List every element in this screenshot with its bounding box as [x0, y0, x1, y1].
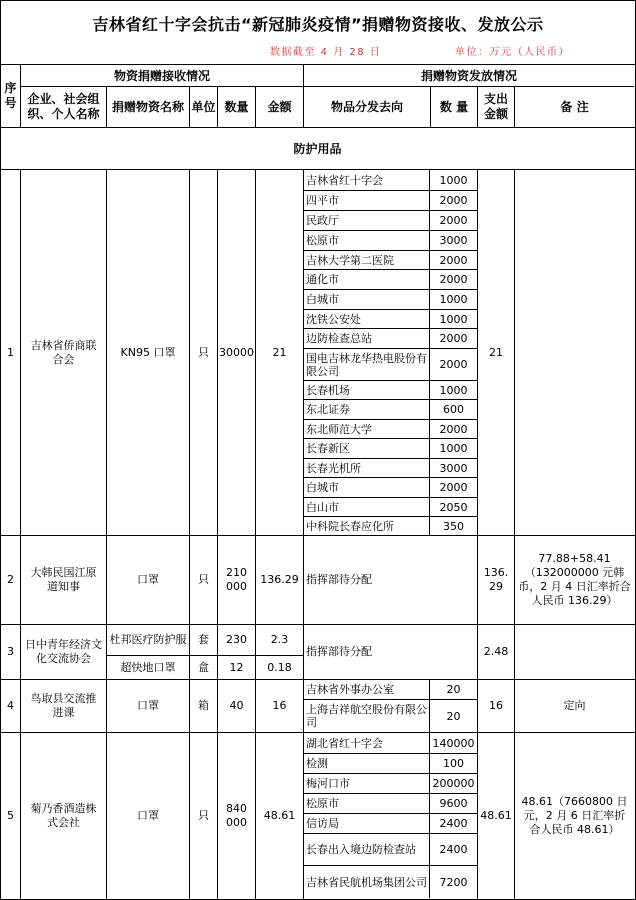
distribution-item [303, 477, 477, 497]
row-unit: 盒 [198, 660, 209, 674]
dist-name: 长春光机所 [303, 459, 430, 477]
row-expense: 136.29 [483, 566, 509, 593]
dist-qty: 3000 [439, 234, 468, 247]
dist-qty: 1000 [439, 383, 468, 397]
row-item: 超快地口罩 [120, 660, 176, 674]
dist-qty: 7200 [439, 875, 468, 889]
distribution-item [303, 833, 477, 865]
row-amount: 48.61 [263, 808, 296, 822]
dist-qty: 2000 [439, 332, 468, 345]
row-unit: 只 [198, 808, 209, 822]
dist-name: 民政厅 [303, 211, 430, 230]
distribution-item [303, 438, 477, 458]
header-seq: 序号 [4, 81, 17, 110]
row-dest: 指挥部待分配 [306, 645, 372, 658]
distribution-item [303, 865, 477, 898]
dist-name: 长春机场 [303, 381, 430, 399]
row-amount: 136.29 [260, 573, 299, 586]
row-donor: 日中青年经济文化交流协会 [25, 638, 102, 665]
distribution-item [303, 813, 477, 833]
header-expense: 支出金额 [484, 92, 509, 121]
dist-name: 湖北省红十字会 [303, 733, 430, 753]
distribution-list [303, 680, 477, 732]
dist-name: 长春新区 [303, 439, 430, 458]
row-amount: 2.3 [270, 633, 289, 646]
dist-qty: 100 [443, 757, 464, 770]
dist-qty: 2000 [439, 422, 468, 436]
row-donor: 鸟取县交流推进课 [30, 692, 97, 719]
distribution-item [303, 289, 477, 309]
dist-name: 通化市 [303, 270, 430, 289]
row-remark: 77.88+58.41（132000000 元韩币，2 月 4 日汇率折合人民币 136.29） [518, 552, 631, 607]
dist-qty: 2000 [439, 358, 468, 371]
dist-name: 沈铁公安处 [303, 310, 430, 328]
row-seq: 5 [7, 808, 14, 822]
dist-qty: 2050 [439, 500, 468, 514]
distribution-item [303, 170, 477, 190]
row-amount: 0.18 [267, 660, 292, 674]
distribution-item [303, 328, 477, 348]
dist-qty: 2400 [439, 843, 468, 856]
row-unit: 只 [198, 573, 209, 586]
row-donor: 吉林省侨商联合会 [30, 338, 97, 366]
row-expense: 2.48 [483, 645, 509, 658]
row-item: 杜邦医疗防护服 [109, 633, 187, 646]
dist-qty: 350 [443, 519, 464, 533]
header-remark: 备 注 [560, 100, 589, 114]
dist-qty: 1000 [439, 312, 468, 326]
dist-qty: 1000 [439, 442, 468, 455]
row-donor: 菊乃香酒造株式会社 [30, 801, 97, 829]
distribution-item [303, 419, 477, 438]
distribution-item [303, 269, 477, 289]
row-amount: 16 [272, 699, 287, 712]
row-expense: 21 [489, 345, 503, 359]
row-dest: 指挥部待分配 [306, 573, 372, 586]
distribution-item [303, 733, 477, 753]
dist-name: 吉林省红十字会 [303, 170, 430, 190]
dist-qty: 2400 [439, 817, 468, 830]
dist-name: 吉林大学第二医院 [303, 251, 430, 269]
dist-qty: 2000 [439, 214, 468, 227]
row-expense: 48.61 [480, 808, 512, 822]
distribution-item [303, 309, 477, 328]
dist-qty: 600 [443, 403, 464, 416]
row-unit: 箱 [198, 699, 209, 712]
row-qty: 210000 [226, 566, 247, 593]
row-qty: 40 [229, 699, 244, 712]
row-item: 口罩 [137, 573, 159, 586]
row-seq: 3 [7, 645, 14, 658]
row-item: 口罩 [137, 808, 159, 822]
row-qty: 840000 [226, 801, 247, 829]
row-item: KN95 口罩 [120, 345, 176, 359]
distribution-list [303, 170, 477, 535]
dist-name: 东北师范大学 [303, 420, 430, 438]
distribution-item [303, 497, 477, 516]
header-unit: 单位 [191, 100, 216, 114]
unit-note: 单位：万元（人民币） [455, 47, 570, 58]
dist-name: 上海吉祥航空股份有限公司 [303, 700, 430, 732]
row-amount: 21 [272, 345, 287, 359]
dist-name: 边防检查总站 [303, 329, 430, 348]
distribution-item [303, 190, 477, 210]
distribution-item [303, 773, 477, 793]
row-unit: 套 [198, 633, 209, 646]
dist-qty: 2000 [439, 194, 468, 207]
distribution-item [303, 793, 477, 813]
row-qty: 12 [229, 660, 244, 674]
header-qty: 数量 [224, 100, 249, 114]
dist-name: 中科院长春应化所 [303, 517, 430, 535]
row-expense: 16 [489, 699, 503, 712]
dist-name: 吉林省民航机场集团公司 [303, 866, 430, 898]
row-remark: 48.61（7660800 日元，2 月 6 日汇率折合人民币 48.61） [521, 794, 628, 836]
dist-name: 白城市 [303, 478, 430, 497]
dist-name: 白城市 [303, 290, 430, 309]
page-title: 吉林省红十字会抗击“新冠肺炎疫情”捐赠物资接收、发放公示 [92, 15, 544, 34]
dist-qty: 2000 [439, 253, 468, 267]
dist-name: 检测 [303, 754, 430, 773]
header-distribute-group: 捐赠物资发放情况 [420, 68, 517, 83]
distribution-item [303, 680, 477, 699]
header-dest: 物品分发去向 [330, 100, 403, 114]
row-unit: 只 [198, 345, 209, 359]
distribution-item [303, 210, 477, 230]
header-donor: 企业、社会组织、个人名称 [27, 92, 100, 121]
header-dist-qty: 数 量 [439, 100, 469, 114]
header-item: 捐赠物资名称 [111, 100, 184, 114]
distribution-list [303, 733, 477, 898]
row-seq: 2 [7, 573, 14, 586]
dist-name: 东北证券 [303, 400, 430, 419]
dist-name: 长春出入境边防检查站 [303, 834, 430, 865]
distribution-item [303, 230, 477, 250]
dist-name: 吉林省外事办公室 [303, 680, 430, 699]
dist-name: 白山市 [303, 498, 430, 516]
dist-qty: 2000 [439, 481, 468, 494]
dist-name: 信访局 [303, 814, 430, 833]
dist-name: 松原市 [303, 231, 430, 250]
row-qty: 30000 [219, 345, 254, 359]
dist-qty: 20 [446, 709, 461, 723]
dist-name: 国电吉林龙华热电股份有限公司 [303, 349, 430, 380]
section-title: 防护用品 [293, 141, 342, 156]
dist-qty: 3000 [439, 461, 468, 475]
date-note: 数据截至 4 月 28 日 [270, 47, 382, 58]
distribution-item [303, 753, 477, 773]
dist-qty: 1000 [439, 173, 468, 187]
distribution-item [303, 348, 477, 380]
row-remark [515, 625, 634, 679]
distribution-item [303, 699, 477, 732]
row-seq: 4 [7, 699, 14, 712]
distribution-item [303, 458, 477, 477]
dist-qty: 1000 [439, 293, 468, 306]
dist-name: 梅河口市 [303, 774, 430, 793]
row-item: 口罩 [137, 699, 159, 712]
distribution-item [303, 516, 477, 535]
dist-qty: 200000 [432, 777, 475, 790]
distribution-item [303, 250, 477, 269]
dist-qty: 9600 [439, 797, 468, 810]
distribution-item [303, 380, 477, 399]
header-receive-group: 物资捐赠接收情况 [113, 68, 210, 83]
distribution-item [303, 399, 477, 419]
row-donor: 大韩民国江原道知事 [30, 566, 97, 593]
row-remark: 定向 [563, 699, 586, 712]
row-qty: 230 [226, 633, 247, 646]
dist-qty: 2000 [439, 273, 468, 286]
header-amount: 金额 [267, 100, 292, 114]
row-seq: 1 [7, 345, 14, 359]
dist-qty: 20 [446, 683, 461, 696]
dist-name: 松原市 [303, 794, 430, 813]
row-remark [515, 170, 634, 535]
dist-name: 四平市 [303, 191, 430, 210]
dist-qty: 140000 [432, 736, 475, 750]
